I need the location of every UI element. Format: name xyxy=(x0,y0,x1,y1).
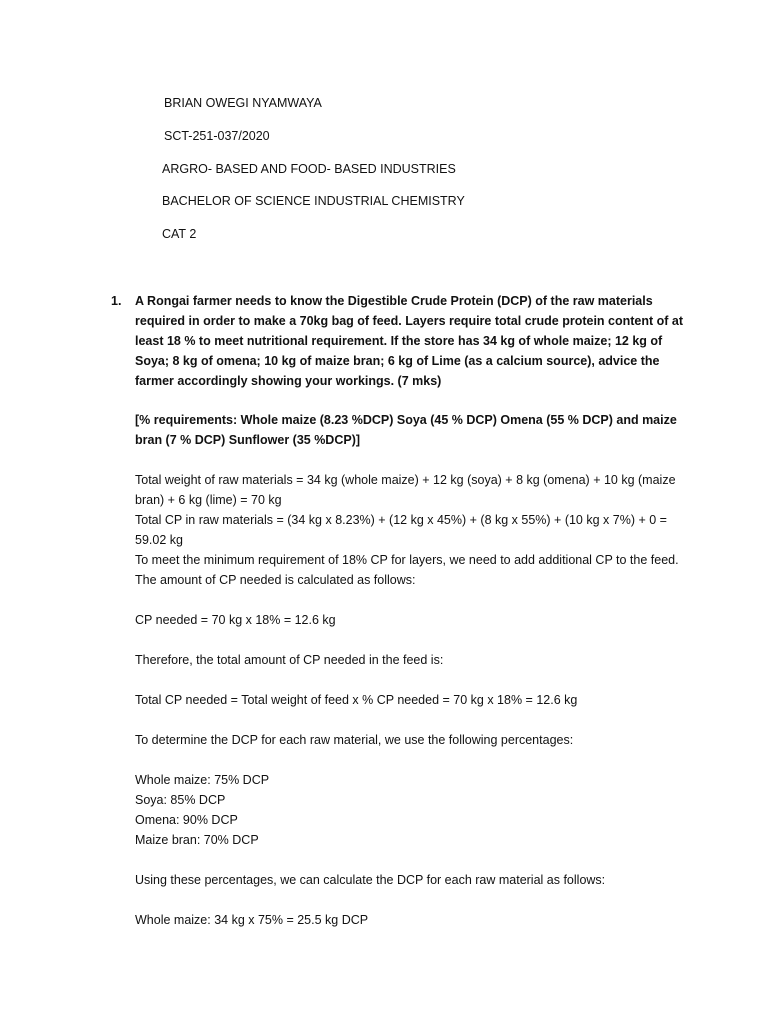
registration-number: SCT-251-037/2020 xyxy=(164,129,270,143)
course-title: ARGRO- BASED AND FOOD- BASED INDUSTRIES xyxy=(162,162,456,176)
using-percentages-line: Using these percentages, we can calculate the DCP for each raw material as follows: xyxy=(135,873,606,887)
list-item: Omena: 90% DCP xyxy=(135,813,238,827)
therefore-line: Therefore, the total amount of CP needed in the feed is: xyxy=(135,653,444,667)
question-text: A Rongai farmer needs to know the Digestible Crude Protein (DCP) of the raw materials required in order to make a 70kg bag of feed. Layers require total crude protein content of at least 18 % to meet nutritional requirement. If the store has 34 kg of whole maize; 12 kg of Soya; 8 kg of omena; 10 kg of maize bran; 6 kg of Lime (as a calcium source), advice the farmer accordingly showing your workings. (7 mks) xyxy=(135,294,684,388)
list-item: Maize bran: 70% DCP xyxy=(135,833,259,847)
cp-needed-line: CP needed = 70 kg x 18% = 12.6 kg xyxy=(135,613,336,627)
list-item: Whole maize: 75% DCP xyxy=(135,773,270,787)
assessment-title: CAT 2 xyxy=(162,227,197,241)
program-title: BACHELOR OF SCIENCE INDUSTRIAL CHEMISTRY xyxy=(162,194,465,208)
total-weight-paragraph: Total weight of raw materials = 34 kg (whole maize) + 12 kg (soya) + 8 kg (omena) + 10 kg (maize bran) + 6 kg (lime) = 70 kg xyxy=(135,473,676,507)
question-number: 1. xyxy=(111,294,122,308)
determine-dcp-line: To determine the DCP for each raw material, we use the following percentages: xyxy=(135,733,574,747)
total-cp-paragraph: Total CP in raw materials = (34 kg x 8.23%) + (12 kg x 45%) + (8 kg x 55%) + (10 kg x 7%) + 0 = 59.02 kg xyxy=(135,513,667,547)
min-requirement-paragraph: To meet the minimum requirement of 18% CP for layers, we need to add additional CP to the feed. The amount of CP needed is calculated as follows: xyxy=(135,553,679,587)
total-cp-needed-line: Total CP needed = Total weight of feed x % CP needed = 70 kg x 18% = 12.6 kg xyxy=(135,693,578,707)
list-item: Soya: 85% DCP xyxy=(135,793,226,807)
requirements-text: [% requirements: Whole maize (8.23 %DCP) Soya (45 % DCP) Omena (55 % DCP) and maize bran (7 % DCP) Sunflower (35 %DCP)] xyxy=(135,413,677,447)
student-name: BRIAN OWEGI NYAMWAYA xyxy=(164,96,322,110)
whole-maize-calc-line: Whole maize: 34 kg x 75% = 25.5 kg DCP xyxy=(135,913,369,927)
